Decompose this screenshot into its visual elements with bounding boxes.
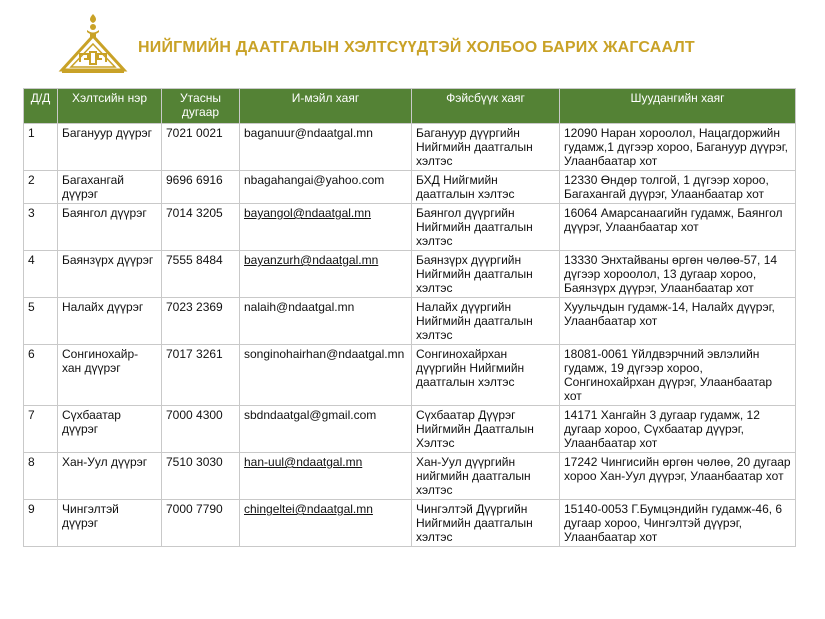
contacts-table xyxy=(23,88,796,547)
department-name: Хан-Уул дүүрэг xyxy=(58,453,162,500)
department-column-header: Хэлтсийн нэр xyxy=(58,89,162,124)
email-link[interactable]: bayangol@ndaatgal.mn xyxy=(244,206,371,220)
postal-address: 13330 Энхтайваны өргөн чөлөө-57, 14 дүгээр хороолол, 13 дугаар хороо, Баянзүрх дүүрэг, Улаанбаатар хот xyxy=(560,251,796,298)
department-name: Чингэлтэй дүүрэг xyxy=(58,500,162,547)
email-address xyxy=(240,298,412,345)
table-row xyxy=(24,298,796,345)
table-row xyxy=(24,453,796,500)
table-row xyxy=(24,406,796,453)
phone-column-header: Утасны дугаар xyxy=(162,89,240,124)
phone-number: 7014 3205 xyxy=(162,204,240,251)
row-number: 9 xyxy=(24,500,58,547)
email-column-header: И-мэйл хаяг xyxy=(240,89,412,124)
address-column-header: Шуудангийн хаяг xyxy=(560,89,796,124)
facebook-page: Баянзүрх дүүргийн Нийгмийн даатгалын хэлтэс xyxy=(412,251,560,298)
postal-address: 15140-0053 Г.Бумцэндийн гудамж-46, 6 дугаар хороо, Чингэлтэй дүүрэг, Улаанбаатар хот xyxy=(560,500,796,547)
email-link[interactable]: bayanzurh@ndaatgal.mn xyxy=(244,253,379,267)
email-address xyxy=(240,500,412,547)
email-link[interactable]: nalaih@ndaatgal.mn xyxy=(244,300,355,314)
email-link[interactable]: nbagahangai@yahoo.com xyxy=(244,173,385,187)
email-address xyxy=(240,204,412,251)
table-header-row xyxy=(24,89,796,124)
phone-number: 7017 3261 xyxy=(162,345,240,406)
email-address xyxy=(240,124,412,171)
row-number: 8 xyxy=(24,453,58,500)
social-insurance-logo-icon xyxy=(58,12,128,74)
department-name: Багануур дүүрэг xyxy=(58,124,162,171)
facebook-page: Баянгол дүүргийн Нийгмийн даатгалын хэлтэс xyxy=(412,204,560,251)
postal-address: 17242 Чингисийн өргөн чөлөө, 20 дугаар хороо Хан-Уул дүүрэг, Улаанбаатар хот xyxy=(560,453,796,500)
document-header xyxy=(58,12,798,74)
index-column-header: Д/Д xyxy=(24,89,58,124)
table-row xyxy=(24,251,796,298)
row-number: 6 xyxy=(24,345,58,406)
phone-number: 7021 0021 xyxy=(162,124,240,171)
postal-address: 14171 Хангайн 3 дугаар гудамж, 12 дугаар хороо, Сүхбаатар дүүрэг, Улаанбаатар хот xyxy=(560,406,796,453)
department-name: Баянгол дүүрэг xyxy=(58,204,162,251)
facebook-page: БХД Нийгмийн даатгалын хэлтэс xyxy=(412,171,560,204)
email-link[interactable]: sbdndaatgal@gmail.com xyxy=(244,408,377,422)
email-link[interactable]: han-uul@ndaatgal.mn xyxy=(244,455,363,469)
table-row xyxy=(24,345,796,406)
facebook-page: Багануур дүүргийн Нийгмийн даатгалын хэлтэс xyxy=(412,124,560,171)
table-row xyxy=(24,124,796,171)
department-name: Сүхбаатар дүүрэг xyxy=(58,406,162,453)
email-address xyxy=(240,171,412,204)
row-number: 7 xyxy=(24,406,58,453)
email-link[interactable]: songinohairhan@ndaatgal.mn xyxy=(244,347,405,361)
phone-number: 9696 6916 xyxy=(162,171,240,204)
postal-address: Хуульчдын гудамж-14, Налайх дүүрэг, Улаанбаатар хот xyxy=(560,298,796,345)
email-address xyxy=(240,345,412,406)
facebook-page: Чингэлтэй Дүүргийн Нийгмийн даатгалын хэлтэс xyxy=(412,500,560,547)
postal-address: 16064 Амарсанаагийн гудамж, Баянгол дүүрэг, Улаанбаатар хот xyxy=(560,204,796,251)
department-name: Сонгинохайр-хан дүүрэг xyxy=(58,345,162,406)
department-name: Багахангай дүүрэг xyxy=(58,171,162,204)
facebook-column-header: Фэйсбүүк хаяг xyxy=(412,89,560,124)
phone-number: 7023 2369 xyxy=(162,298,240,345)
department-name: Баянзүрх дүүрэг xyxy=(58,251,162,298)
facebook-page: Хан-Уул дүүргийн нийгмийн даатгалын хэлтэс xyxy=(412,453,560,500)
facebook-page: Сүхбаатар Дүүрэг Нийгмийн Даатгалын Хэлтэс xyxy=(412,406,560,453)
row-number: 1 xyxy=(24,124,58,171)
facebook-page: Налайх дүүргийн Нийгмийн даатгалын хэлтэс xyxy=(412,298,560,345)
email-link[interactable]: baganuur@ndaatgal.mn xyxy=(244,126,373,140)
phone-number: 7555 8484 xyxy=(162,251,240,298)
postal-address: 18081-0061 Үйлдвэрчний эвлэлийн гудамж, 19 дүгээр хороо, Сонгинохайрхан дүүрэг, Улаанбаатар хот xyxy=(560,345,796,406)
email-link[interactable]: chingeltei@ndaatgal.mn xyxy=(244,502,373,516)
postal-address: 12090 Наран хороолол, Нацагдоржийн гудамж,1 дүгээр хороо, Багануур дүүрэг, Улаанбаатар хот xyxy=(560,124,796,171)
table-row xyxy=(24,500,796,547)
phone-number: 7000 7790 xyxy=(162,500,240,547)
table-body xyxy=(24,124,796,547)
row-number: 2 xyxy=(24,171,58,204)
postal-address: 12330 Өндөр толгой, 1 дүгээр хороо, Багахангай дүүрэг, Улаанбаатар хот xyxy=(560,171,796,204)
table-row xyxy=(24,171,796,204)
row-number: 4 xyxy=(24,251,58,298)
facebook-page: Сонгинохайрхан дүүргийн Нийгмийн даатгалын хэлтэс xyxy=(412,345,560,406)
page-title: НИЙГМИЙН ДААТГАЛЫН ХЭЛТСҮҮДТЭЙ ХОЛБОО БАРИХ ЖАГСААЛТ xyxy=(138,39,695,56)
email-address xyxy=(240,251,412,298)
phone-number: 7510 3030 xyxy=(162,453,240,500)
department-name: Налайх дүүрэг xyxy=(58,298,162,345)
row-number: 5 xyxy=(24,298,58,345)
phone-number: 7000 4300 xyxy=(162,406,240,453)
row-number: 3 xyxy=(24,204,58,251)
email-address xyxy=(240,453,412,500)
table-row xyxy=(24,204,796,251)
email-address xyxy=(240,406,412,453)
